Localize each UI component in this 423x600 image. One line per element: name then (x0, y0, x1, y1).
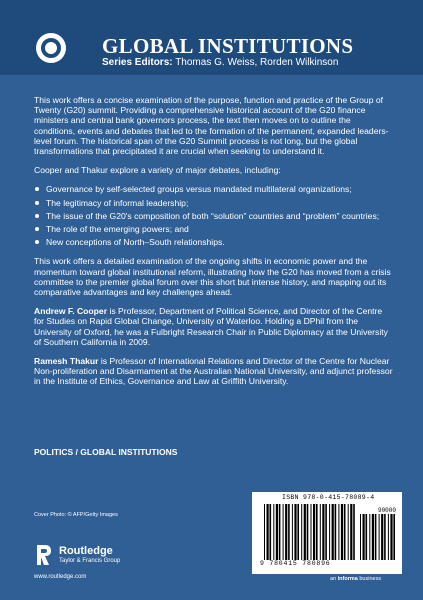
barcode-addon-icon (360, 514, 396, 560)
bullet-icon (35, 214, 39, 218)
barcode-main-icon (264, 504, 356, 560)
series-logo-icon (36, 33, 66, 63)
series-header (0, 0, 423, 75)
list-item: New conceptions of North–South relationships. (34, 237, 394, 247)
debates-list (34, 184, 394, 247)
intro-paragraph: This work offers a concise examination of the purpose, function and practice of the Group of Twenty (G20) summit. Providing a comprehensive historical account of the G20 finance ministers and central bank governors process, the text then moves on to outline the conditions, events and debates that led to the formation of the permanent, expanded leaders-level forum. The historical span of the G20 Summit process is not long, but the global transformations that precipitated it are crucial when seeking to understand it. (34, 95, 389, 157)
subject-category: POLITICS / GLOBAL INSTITUTIONS (34, 447, 178, 457)
informa-tagline: an informa business (330, 576, 382, 582)
routledge-logo-icon (34, 543, 54, 567)
isbn-barcode (252, 492, 402, 574)
bullet-icon (35, 201, 39, 205)
bullet-icon (35, 187, 39, 191)
list-item: Governance by self-selected groups versus mandated multilateral organizations; (34, 184, 394, 194)
author-bio-thakur: Ramesh Thakur is Professor of International Relations and Director of the Centre for Nuclear Non-proliferation and Disarmament at the Australian National University, and adjunct professor in the Institute of Ethics, Governance and Law at Griffith University. (34, 356, 393, 387)
list-item: The role of the emerging powers; and (34, 224, 394, 234)
summary-paragraph: This work offers a detailed examination of the ongoing shifts in economic power and the momentum toward global institutional reform, illustrating how the G20 has moved from a crisis committee to the premier global forum over this short but intense history, and mapping out its comparative advantages and key challenges ahead. (34, 256, 391, 298)
publisher-subtitle: Taylor & Francis Group (59, 558, 121, 564)
series-title: GLOBAL INSTITUTIONS (102, 34, 354, 58)
editors-label: Series Editors: (102, 57, 173, 68)
list-item: The issue of the G20's composition of both “solution” countries and “problem” countries; (34, 211, 394, 221)
isbn-label: ISBN 978-0-415-78089-4 (282, 494, 375, 501)
cover-credit: Cover Photo: © AFP/Getty Images (34, 512, 118, 518)
debates-intro: Cooper and Thakur explore a variety of major debates, including: (34, 165, 281, 176)
bullet-icon (35, 240, 39, 244)
price-code: 90000 (377, 507, 396, 514)
author-bio-cooper: Andrew F. Cooper is Professor, Department of Political Science, and Director of the Centre for Studies on Rapid Global Change, University of Waterloo. Holding a DPhil from the University of Oxford, he was a Fulbright Research Chair in Public Diplomacy at the University of Southern California in 2009. (34, 306, 388, 347)
bullet-icon (35, 227, 39, 231)
editors-names: Thomas G. Weiss, Rorden Wilkinson (175, 57, 339, 68)
blurb (34, 95, 394, 396)
author-name: Andrew F. Cooper (34, 306, 108, 317)
informa-brand: informa (337, 576, 358, 582)
series-editors (102, 57, 338, 68)
publisher-name: Routledge (59, 545, 113, 557)
publisher-url: www.routledge.com (34, 574, 87, 580)
barcode-number: 9 780415 780896 (260, 560, 331, 567)
list-item: The legitimacy of informal leadership; (34, 198, 394, 208)
author-name: Ramesh Thakur (34, 356, 99, 367)
